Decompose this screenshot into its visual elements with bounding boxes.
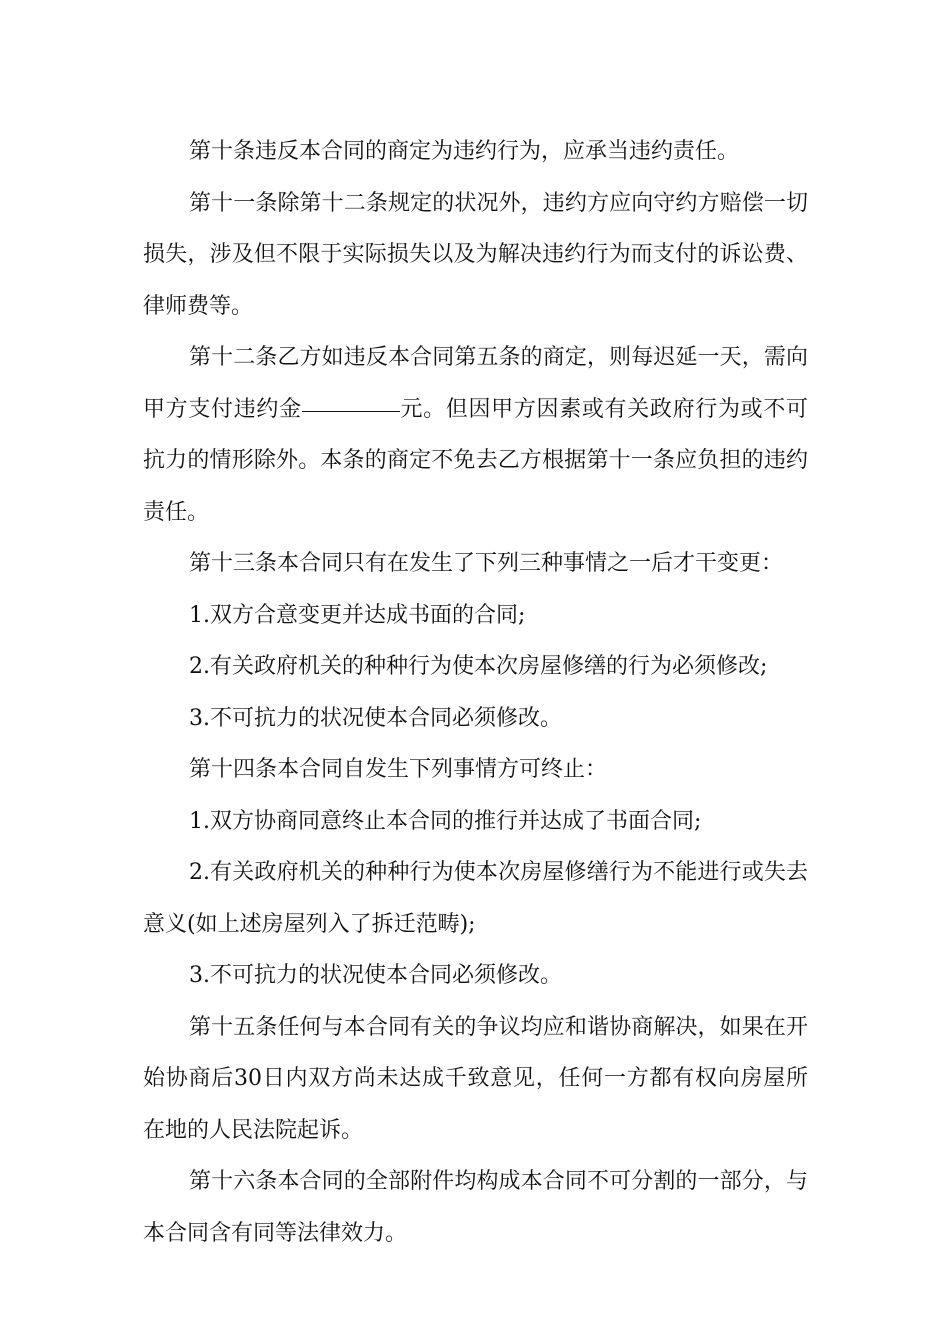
list-item-14-3: 3.不可抗力的状况使本合同必须修改。 bbox=[189, 963, 562, 988]
list-item-14-2: 2.有关政府机关的种种行为使本次房屋修缮行为不能进行或失去意义(如上述房屋列入了拆迁范畴); bbox=[143, 860, 808, 937]
paragraph-article-11: 第十一条除第十二条规定的状况外，违约方应向守约方赔偿一切损失，涉及但不限于实际损失以及为解决违约行为而支付的诉讼费、律师费等。 bbox=[143, 190, 808, 319]
paragraph-article-10: 第十条违反本合同的商定为违约行为，应承当违约责任。 bbox=[189, 139, 740, 164]
paragraph-article-16: 第十六条本合同的全部附件均构成本合同不可分割的一部分，与本合同含有同等法律效力。 bbox=[143, 1169, 808, 1246]
paragraph-article-13: 第十三条本合同只有在发生了下列三种事情之一后才干变更： bbox=[189, 551, 784, 576]
list-item-13-1: 1.双方合意变更并达成书面的合同; bbox=[189, 602, 526, 628]
article-12-text-after-blank: 元。但因甲方因素或有关政府行为或不可抗力的情形除外。本条的商定不免去乙方根据第十一条应负担的违约责任。 bbox=[143, 396, 808, 525]
list-item-13-2: 2.有关政府机关的种种行为使本次房屋修缮的行为必须修改; bbox=[189, 654, 768, 679]
paragraph-article-14: 第十四条本合同自发生下列事情方可终止： bbox=[189, 757, 608, 782]
article-12-text-before-blank: 第十二条乙方如违反本合同第五条的商定，则每迟延一天，需向甲方支付违约金 bbox=[143, 345, 808, 422]
paragraph-article-15: 第十五条任何与本合同有关的争议均应和谐协商解决，如果在开始协商后30日内双方尚未达成千致意见，任何一方都有权向房屋所在地的人民法院起诉。 bbox=[143, 1014, 808, 1143]
penalty-amount-blank-line bbox=[302, 410, 400, 412]
paragraph-article-12 bbox=[143, 332, 808, 538]
document-body bbox=[143, 126, 808, 1259]
list-item-14-1: 1.双方协商同意终止本合同的推行并达成了书面合同; bbox=[189, 808, 702, 834]
list-item-13-3: 3.不可抗力的状况使本合同必须修改。 bbox=[189, 705, 562, 731]
